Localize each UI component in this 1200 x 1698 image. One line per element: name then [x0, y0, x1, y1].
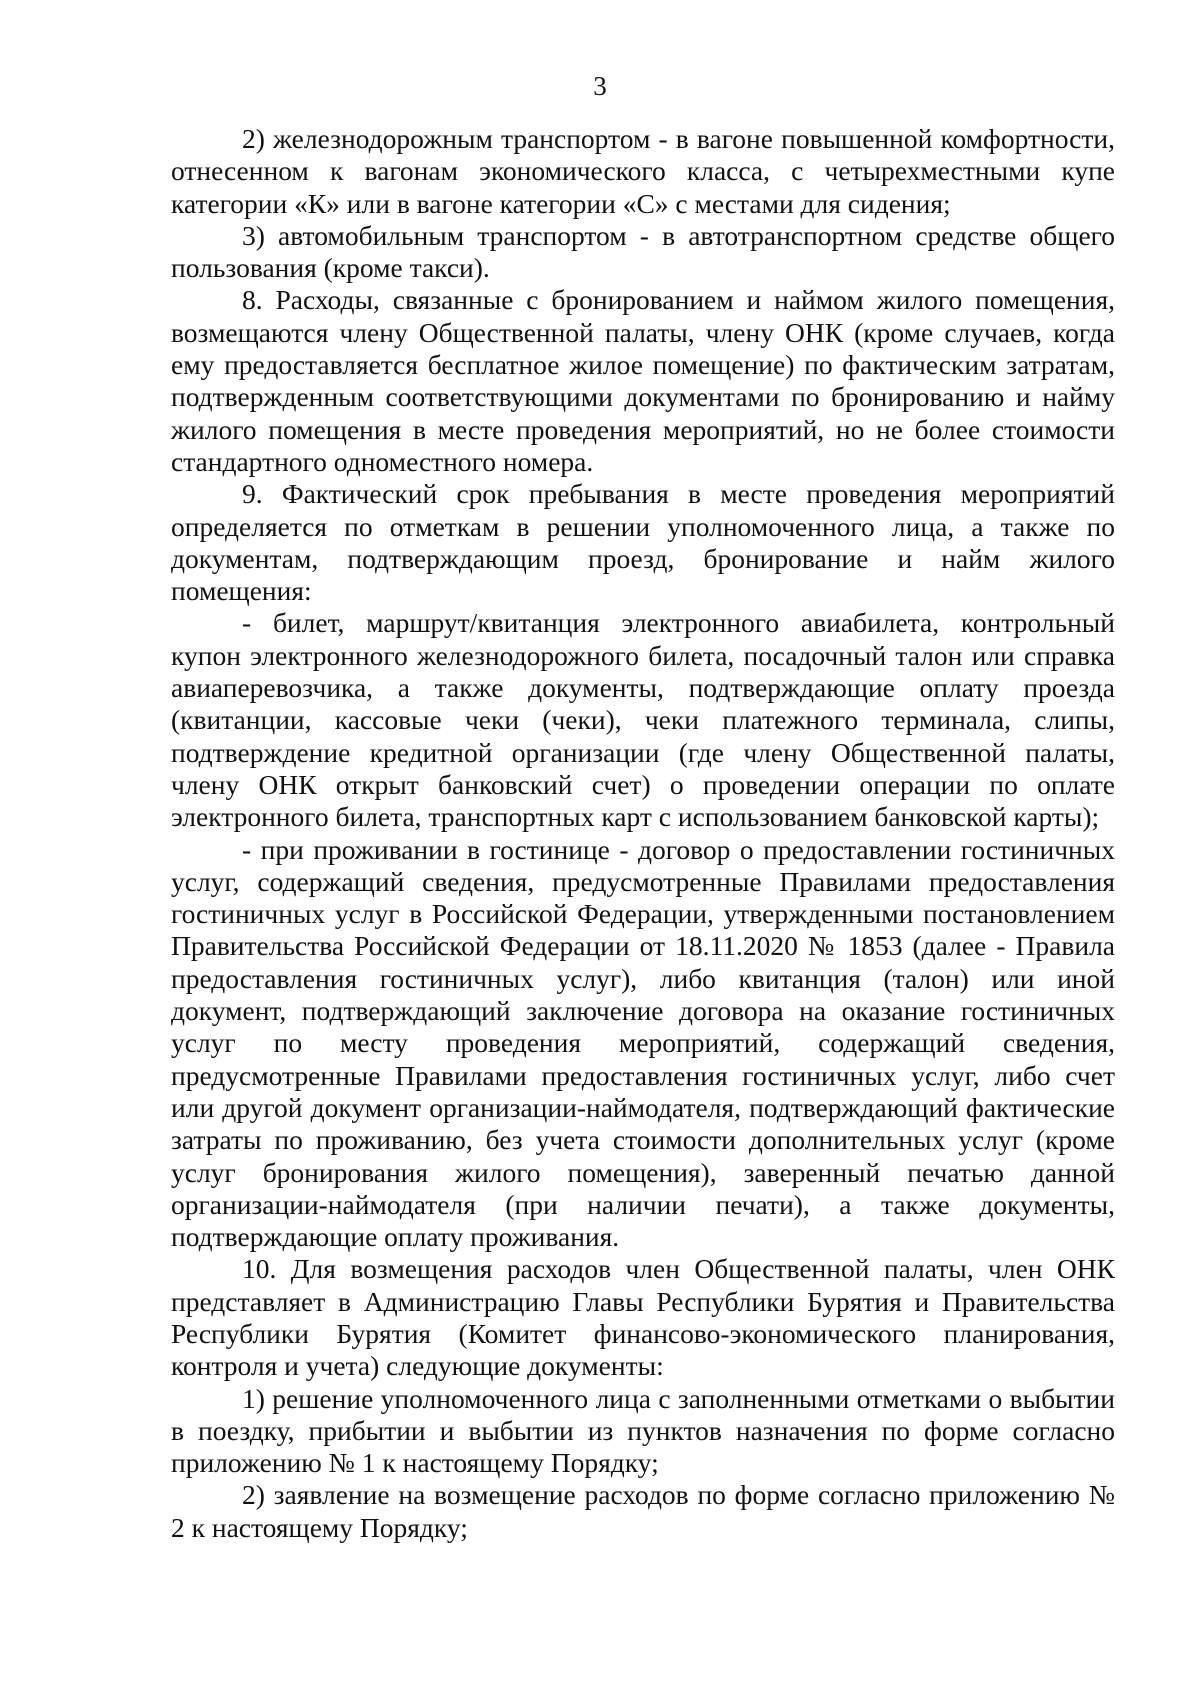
paragraph-hotel-documents: - при проживании в гостинице - договор о предоставлении гостиничных услуг, содержащий сведения, предусмотренные Правилами предоставления гостиничных услуг в Российской Федерации, утвержденными постановлением Правительства Российской Федерации от 18.11.2020 № 1853 (далее - Правила предоставления гостиничных услуг), либо квитанция (талон) или иной документ, подтверждающий заключение договора на оказание гостиничных услуг по месту проведения мероприятий, содержащий сведения, предусмотренные Правилами предоставления гостиничных услуг, либо счет или другой документ организации-наймодателя, подтверждающий фактические затраты по проживанию, без учета стоимости дополнительных услуг (кроме услуг бронирования жилого помещения), заверенный печатью данной организации-наймодателя (при наличии печати), а также документы, подтверждающие оплату проживания.: [171, 833, 1115, 1253]
paragraph-road-transport: 3) автомобильным транспортом - в автотранспортном средстве общего пользования (кроме такси).: [171, 219, 1115, 284]
paragraph-rail-transport: 2) железнодорожным транспортом - в вагоне повышенной комфортности, отнесенном к вагонам экономического класса, с четырехместными купе категории «К» или в вагоне категории «С» с местами для сидения;: [171, 123, 1115, 219]
page-number: 3: [593, 71, 607, 101]
paragraph-10-reimbursement-documents: 10. Для возмещения расходов член Общественной палаты, член ОНК представляет в Администрацию Главы Республики Бурятия и Правительства Республики Бурятия (Комитет финансово-экономического планирования, контроля и учета) следующие документы:: [171, 1253, 1115, 1382]
paragraph-9-stay-period: 9. Фактический срок пребывания в месте проведения мероприятий определяется по отметкам в решении уполномоченного лица, а также по документам, подтверждающим проезд, бронирование и найм жилого помещения:: [171, 478, 1115, 607]
paragraph-reimbursement-application: 2) заявление на возмещение расходов по форме согласно приложению № 2 к настоящему Порядку;: [171, 1479, 1115, 1543]
document-body: [171, 123, 1115, 1544]
paragraph-decision-of-authorized-person: 1) решение уполномоченного лица с заполненными отметками о выбытии в поездку, прибытии и выбытии из пунктов назначения по форме согласно приложению № 1 к настоящему Порядку;: [171, 1382, 1115, 1479]
paragraph-8-accommodation-expenses: 8. Расходы, связанные с бронированием и наймом жилого помещения, возмещаются члену Общественной палаты, члену ОНК (кроме случаев, когда ему предоставляется бесплатное жилое помещение) по фактическим затратам, подтвержденным соответствующими документами по бронированию и найму жилого помещения в месте проведения мероприятий, но не более стоимости стандартного одноместного номера.: [171, 284, 1115, 477]
paragraph-ticket-documents: - билет, маршрут/квитанция электронного авиабилета, контрольный купон электронного железнодорожного билета, посадочный талон или справка авиаперевозчика, а также документы, подтверждающие оплату проезда (квитанции, кассовые чеки (чеки), чеки платежного терминала, слипы, подтверждение кредитной организации (где члену Общественной палаты, члену ОНК открыт банковский счет) о проведении операции по оплате электронного билета, транспортных карт с использованием банковской карты);: [171, 607, 1115, 833]
